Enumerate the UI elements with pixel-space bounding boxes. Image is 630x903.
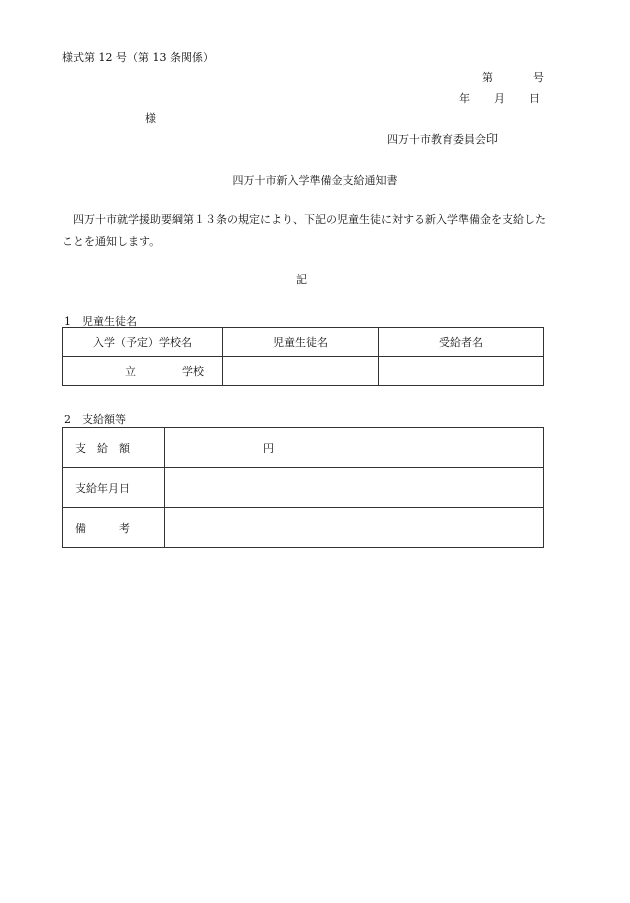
school-cell[interactable] xyxy=(63,357,223,386)
column-header-student: 児童生徒名 xyxy=(223,328,379,357)
amount-label: 支 給 額 xyxy=(63,428,165,468)
table-row xyxy=(63,428,544,468)
student-table xyxy=(62,327,544,386)
body-paragraph: 四万十市就学援助要綱第１３条の規定により、下記の児童生徒に対する新入学準備金を支給したことを通知します。 xyxy=(62,213,546,248)
payment-date-label: 支給年月日 xyxy=(63,468,165,508)
payment-table xyxy=(62,427,544,548)
table-header-row xyxy=(63,328,544,357)
document-title: 四万十市新入学準備金支給通知書 xyxy=(232,174,398,187)
column-header-recipient: 受給者名 xyxy=(379,328,544,357)
issue-date xyxy=(459,90,540,106)
table-row xyxy=(63,468,544,508)
amount-value[interactable]: 円 xyxy=(165,428,544,468)
addressee: 様 xyxy=(145,112,156,125)
section-2-heading: 2 支給額等 xyxy=(64,413,126,426)
number-prefix: 第 xyxy=(482,71,493,84)
column-header-school: 入学（予定）学校名 xyxy=(63,328,223,357)
remarks-value[interactable] xyxy=(165,508,544,548)
date-year: 年 xyxy=(459,92,470,105)
payment-date-value[interactable] xyxy=(165,468,544,508)
form-number: 様式第 12 号（第 13 条関係） xyxy=(62,51,214,64)
school-ritsu: 立 xyxy=(125,365,136,378)
seal-mark: 印 xyxy=(486,132,499,146)
number-suffix: 号 xyxy=(533,71,544,84)
table-row xyxy=(63,357,544,386)
date-day: 日 xyxy=(529,92,540,105)
date-month: 月 xyxy=(494,92,505,105)
ki-heading: 記 xyxy=(296,273,307,286)
table-row xyxy=(63,508,544,548)
issuer-name: 四万十市教育委員会 xyxy=(387,133,486,146)
recipient-name-cell[interactable] xyxy=(379,357,544,386)
section-1-heading: 1 児童生徒名 xyxy=(64,315,137,328)
issuer xyxy=(387,130,498,147)
school-gakko: 学校 xyxy=(182,365,204,378)
student-name-cell[interactable] xyxy=(223,357,379,386)
remarks-label: 備 考 xyxy=(63,508,165,548)
document-number xyxy=(482,69,544,85)
